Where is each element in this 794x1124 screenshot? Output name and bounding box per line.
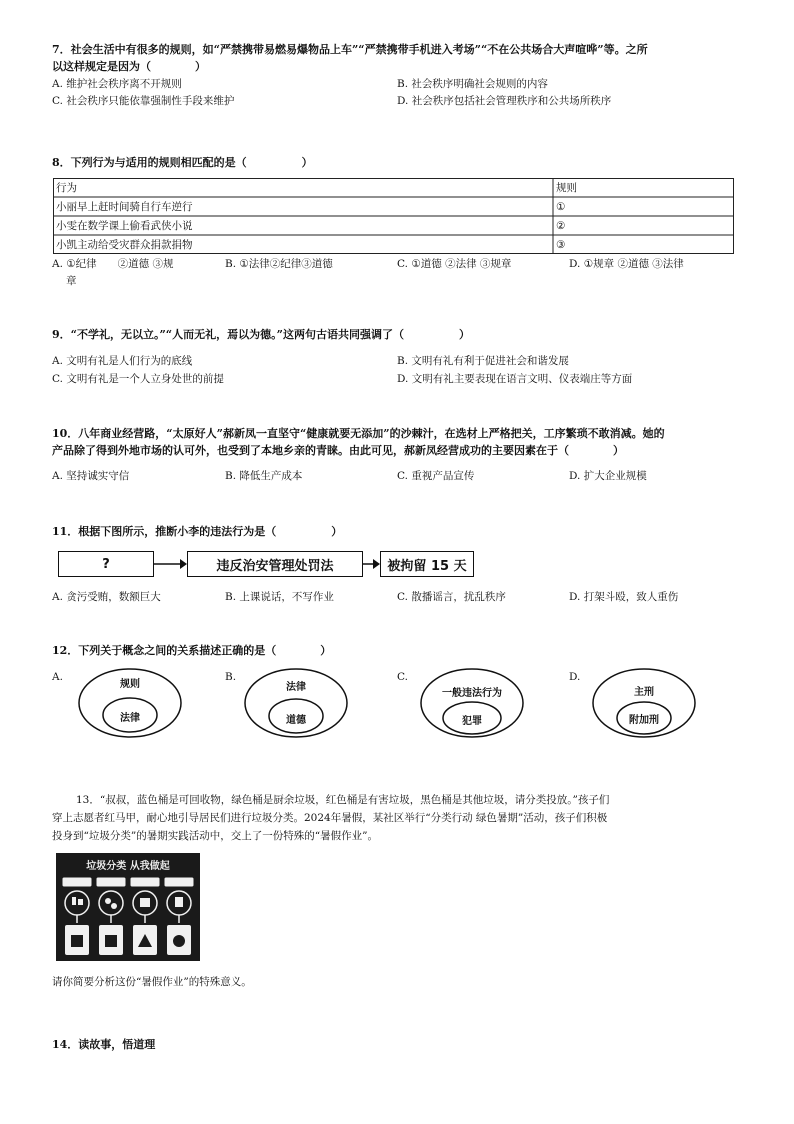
- q9-option-d: D. 文明有礼主要表现在语言文明、仪表端庄等方面: [397, 373, 633, 385]
- q12-diagram-c-outer: 一般违法行为: [442, 688, 502, 699]
- q10-option-a: A. 坚持诚实守信: [52, 470, 130, 482]
- q12-option-d-letter: D.: [569, 671, 581, 683]
- q13-prompt: 请你简要分析这份“暑假作业”的特殊意义。: [52, 976, 252, 988]
- q11-flow-arrow-2: [363, 556, 381, 572]
- q7-option-a: A. 维护社会秩序离不开规则: [52, 78, 182, 90]
- q8-table-row1-behavior: 小丽早上赶时间骑自行车逆行: [56, 201, 193, 213]
- q7-option-b: B. 社会秩序明确社会规则的内容: [397, 78, 548, 90]
- q13-stem-line3: 投身到“垃圾分类”的暑期实践活动中，交上了一份特殊的“暑假作业”。: [52, 830, 378, 842]
- q10-option-d: D. 扩大企业规模: [569, 470, 647, 482]
- q9-option-c: C. 文明有礼是一个人立身处世的前提: [52, 373, 224, 385]
- q10-option-c: C. 重视产品宣传: [397, 470, 475, 482]
- q8-table-header-behavior: 行为: [56, 182, 77, 194]
- q12-diagram-d: [592, 668, 696, 738]
- q8-option-d: D. ①规章 ②道德 ③法律: [569, 258, 684, 270]
- q8-option-c: C. ①道德 ②法律 ③规章: [397, 258, 512, 270]
- q12-diagram-a-inner: 法律: [120, 713, 140, 724]
- q8-option-a: A. ①纪律 ②道德 ③规: [52, 258, 174, 270]
- q9-option-a: A. 文明有礼是人们行为的底线: [52, 355, 193, 367]
- q12-diagram-d-inner: 附加刑: [629, 715, 659, 726]
- q13-stem-line2: 穿上志愿者红马甲，耐心地引导居民们进行垃圾分类。2024年暑假，某社区举行“分类行动 绿色暑期”活动，孩子们积极: [52, 812, 608, 824]
- q7-stem-line2: 以这样规定是因为（ ）: [52, 60, 206, 73]
- q13-poster-image: [56, 853, 200, 961]
- q8-table-row3-rule: ③: [556, 239, 566, 251]
- q13-poster-bins: [56, 853, 200, 961]
- q8-table-header-rule: 规则: [556, 182, 577, 194]
- q8-option-a-wrap: 章: [66, 275, 77, 287]
- q11-stem: 11．根据下图所示，推断小李的违法行为是（ ）: [52, 525, 343, 538]
- q9-option-b: B. 文明有礼有利于促进社会和谐发展: [397, 355, 569, 367]
- q12-diagram-b-inner: 道德: [286, 715, 306, 726]
- q10-stem-line1: 10．八年商业经营路，“太原好人”郝新凤一直坚守“健康就要无添加”的沙棘汁，在选材上严格把关，工序繁琐不敢消减。她的: [52, 427, 665, 440]
- q12-diagram-c: [420, 668, 524, 738]
- q11-flow-detention-box: [380, 551, 474, 577]
- q8-table-row2-behavior: 小雯在数学课上偷看武侠小说: [56, 220, 193, 232]
- q11-option-a: A. 贪污受贿，数额巨大: [52, 591, 161, 603]
- q11-option-c: C. 散播谣言，扰乱秩序: [397, 591, 506, 603]
- q8-stem: 8．下列行为与适用的规则相匹配的是（ ）: [52, 156, 313, 169]
- q11-flow-law-box: [187, 551, 363, 577]
- q7-stem-line1: 7．社会生活中有很多的规则，如“严禁携带易燃易爆物品上车”“严禁携带手机进入考场”“不在公共场合大声喧哗”等。之所: [52, 43, 648, 56]
- q12-diagram-d-outer: 主刑: [634, 687, 654, 698]
- q13-poster-title: 垃圾分类 从我做起: [86, 861, 170, 872]
- q12-diagram-c-inner: 犯罪: [462, 716, 482, 727]
- q7-option-d: D. 社会秩序包括社会管理秩序和公共场所秩序: [397, 95, 612, 107]
- q13-stem-line1: 13．“叔叔，蓝色桶是可回收物，绿色桶是厨余垃圾，红色桶是有害垃圾，黑色桶是其他垃圾，请分类投放。”孩子们: [76, 794, 610, 806]
- q11-option-d: D. 打架斗殴，致人重伤: [569, 591, 679, 603]
- q7-option-c: C. 社会秩序只能依靠强制性手段来维护: [52, 95, 235, 107]
- q8-option-b: B. ①法律②纪律③道德: [225, 258, 333, 270]
- q10-option-b: B. 降低生产成本: [225, 470, 303, 482]
- q12-option-c-letter: C.: [397, 671, 408, 683]
- q11-flow-law-label: 违反治安管理处罚法: [216, 558, 334, 574]
- q14-stem: 14．读故事，悟道理: [52, 1038, 156, 1051]
- q8-table-row1-rule: ①: [556, 201, 566, 213]
- q12-stem: 12．下列关于概念之间的关系描述正确的是（ ）: [52, 644, 332, 657]
- q12-diagram-a-outer: 规则: [120, 679, 140, 690]
- q11-flow-arrow-1: [154, 556, 188, 572]
- q11-option-b: B. 上课说话，不写作业: [225, 591, 334, 603]
- q9-stem: 9．“不学礼，无以立。”“人而无礼，焉以为德。”这两句古语共同强调了（ ）: [52, 328, 470, 341]
- q12-diagram-b-outer: 法律: [286, 682, 306, 693]
- q11-flow-detention-label: 被拘留 15 天: [387, 558, 467, 574]
- q8-table-row2-rule: ②: [556, 220, 566, 232]
- q10-stem-line2: 产品除了得到外地市场的认可外，也受到了本地乡亲的青睐。由此可见，郝新凤经营成功的主要因素在于（ ）: [52, 444, 624, 457]
- q12-option-b-letter: B.: [225, 671, 237, 683]
- q8-table-row3-behavior: 小凯主动给受灾群众捐款捐物: [56, 239, 193, 251]
- q12-option-a-letter: A.: [52, 671, 63, 683]
- q11-flow-unknown-label: ?: [102, 556, 110, 572]
- q11-flow-unknown-box: [58, 551, 154, 577]
